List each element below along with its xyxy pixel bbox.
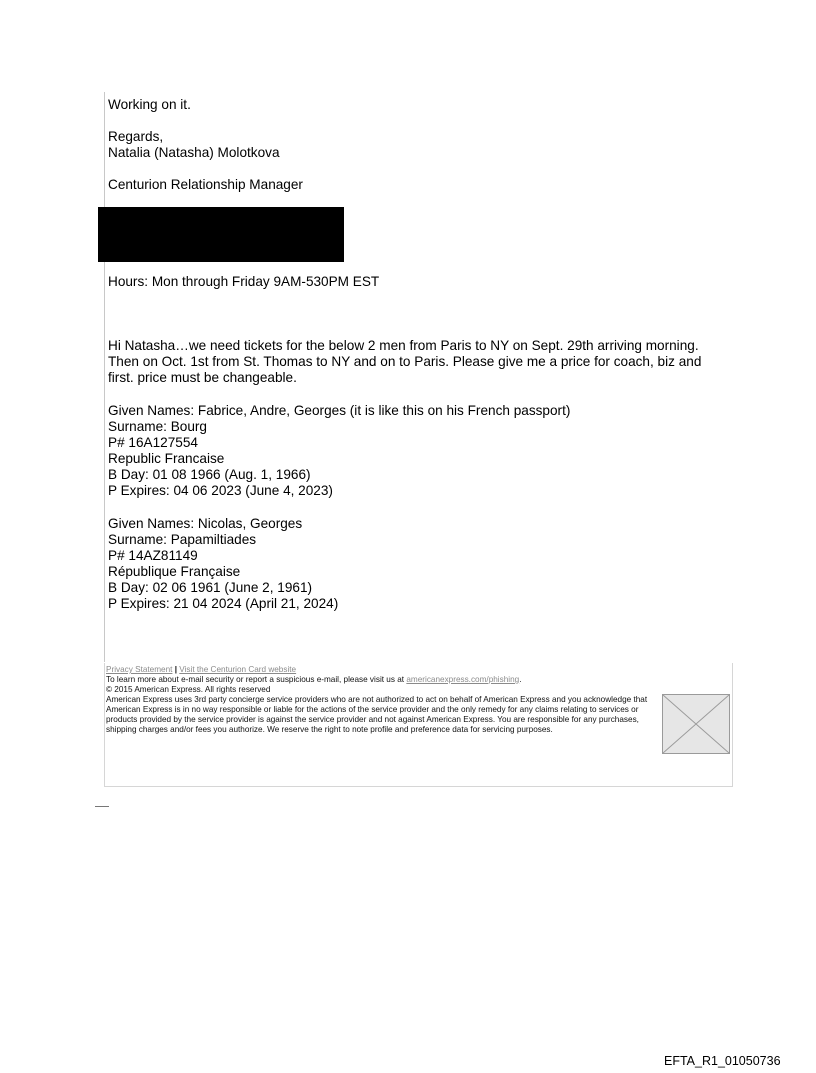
document-id: EFTA_R1_01050736	[664, 1054, 781, 1068]
redaction-block	[98, 207, 344, 262]
passenger2-birthday: B Day: 02 06 1961 (June 2, 1961)	[108, 580, 313, 595]
passenger1-given-names: Given Names: Fabrice, Andre, Georges (it is like this on his French passport)	[108, 403, 571, 418]
signature-name: Natalia (Natasha) Molotkova	[108, 145, 280, 160]
disclaimer-text: American Express uses 3rd party concierge service providers who are not authorized to act on behalf of American Express and you acknowledge that American Express is in no way responsible or liable for the actions of the service provider and the only remedy for any claims relating to services or products provided by the service provider is against the service provider and not against American Express. You are responsible for any purchases, shipping charges and/or fees you authorize. We reserve the right to note profile and preference data for servicing purposes.	[106, 695, 648, 734]
passenger2-passport-expiry: P Expires: 21 04 2024 (April 21, 2024)	[108, 596, 339, 611]
passenger2-country: République Française	[108, 564, 241, 579]
security-period: .	[519, 675, 522, 684]
passenger2-passport-number: P# 14AZ81149	[108, 548, 198, 563]
security-text: To learn more about e-mail security or report a suspicious e-mail, please visit us at	[106, 675, 405, 684]
email-body	[104, 92, 733, 662]
phishing-link[interactable]: americanexpress.com/phishing	[406, 675, 520, 684]
signature-title: Centurion Relationship Manager	[108, 177, 303, 192]
request-paragraph: Hi Natasha…we need tickets for the below 2 men from Paris to NY on Sept. 29th arriving morning. Then on Oct. 1st from St. Thomas to NY and on to Paris. Please give me a price for coach, biz and first. price must be changeable.	[108, 338, 702, 385]
broken-image-icon	[662, 694, 730, 754]
privacy-statement-link[interactable]: Privacy Statement	[106, 665, 173, 674]
passenger2-surname: Surname: Papamiltiades	[108, 532, 257, 547]
copyright-text: © 2015 American Express. All rights reserved	[106, 685, 271, 694]
footer-links-row	[106, 665, 658, 675]
scan-mark	[95, 800, 109, 807]
link-separator: |	[174, 665, 178, 674]
reply-text: Working on it.	[108, 97, 191, 112]
footer-text	[106, 665, 658, 735]
office-hours: Hours: Mon through Friday 9AM-530PM EST	[108, 274, 380, 289]
passenger1-passport-expiry: P Expires: 04 06 2023 (June 4, 2023)	[108, 483, 333, 498]
passenger1-passport-number: P# 16A127554	[108, 435, 198, 450]
passenger1-birthday: B Day: 01 08 1966 (Aug. 1, 1966)	[108, 467, 311, 482]
centurion-website-link[interactable]: Visit the Centurion Card website	[179, 665, 297, 674]
regards-text: Regards,	[108, 129, 164, 144]
passenger1-surname: Surname: Bourg	[108, 419, 207, 434]
security-notice	[106, 675, 658, 685]
passenger2-given-names: Given Names: Nicolas, Georges	[108, 516, 303, 531]
passenger1-country: Republic Francaise	[108, 451, 225, 466]
email-footer	[104, 663, 733, 787]
